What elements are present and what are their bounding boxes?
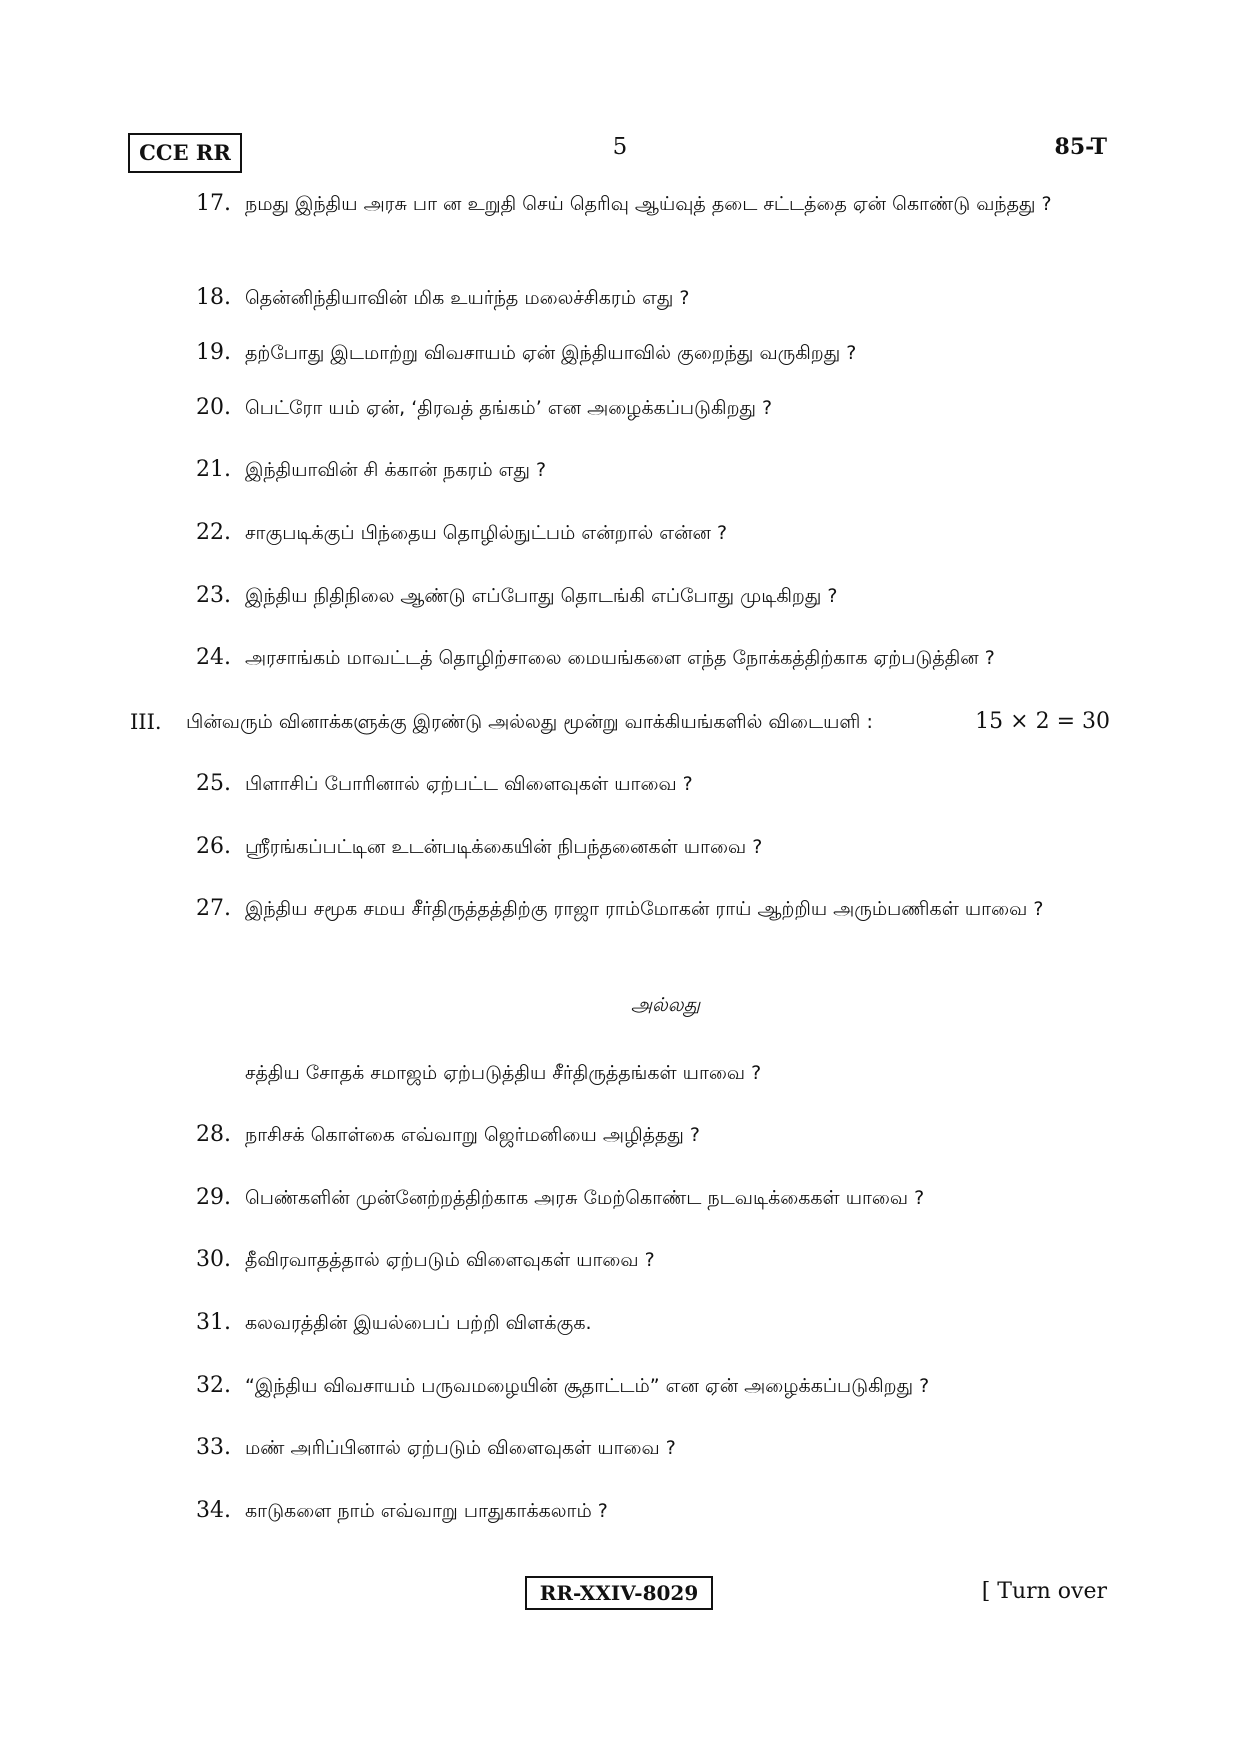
question-text: சாகுபடிக்குப் பிந்தைய தொழில்நுட்பம் என்றால் என்ன ?	[245, 522, 728, 544]
question-number: 23.	[196, 583, 231, 608]
question-text: தற்போது இடமாற்று விவசாயம் ஏன் இந்தியாவில் குறைந்து வருகிறது ?	[245, 342, 857, 364]
question-text: ஸ்ரீரங்கப்பட்டின உடன்படிக்கையின் நிபந்தனைகள் யாவை ?	[245, 836, 763, 858]
question-number: 30.	[196, 1247, 231, 1272]
question-number: 20.	[196, 395, 231, 420]
question-item	[185, 280, 1115, 316]
question-number: 17.	[196, 191, 231, 216]
question-item	[185, 1493, 1115, 1529]
question-number: 18.	[196, 285, 231, 310]
question-item	[185, 1242, 1115, 1278]
question-item	[185, 1368, 1115, 1404]
turn-over-label: [ Turn over	[981, 1579, 1107, 1604]
question-text: இந்திய சமூக சமய சீர்திருத்தத்திற்கு ராஜா ராம்மோகன் ராய் ஆற்றிய அரும்பணிகள் யாவை ?	[245, 898, 1044, 920]
question-number: 34.	[196, 1498, 231, 1523]
question-item	[185, 390, 1115, 426]
question-text: பெட்ரோ யம் ஏன், ‘திரவத் தங்கம்’ என அழைக்கப்படுகிறது ?	[245, 397, 773, 419]
question-text: நமது இந்திய அரசு பா ன உறுதி செய் தெரிவு ஆய்வுத் தடை சட்டத்தை ஏன் கொண்டு வந்தது ?	[245, 193, 1052, 215]
series-label: CCE RR	[128, 133, 242, 173]
question-number: 28.	[196, 1122, 231, 1147]
question-number: 21.	[196, 457, 231, 482]
question-text: “இந்திய விவசாயம் பருவமழையின் சூதாட்டம்” என ஏன் அழைக்கப்படுகிறது ?	[245, 1375, 930, 1397]
question-item	[185, 186, 1115, 222]
section-marks: 15 × 2 = 30	[975, 709, 1110, 734]
question-item	[185, 766, 1115, 802]
question-text: பிளாசிப் போரினால் ஏற்பட்ட விளைவுகள் யாவை ?	[245, 773, 693, 795]
or-label: அல்லது	[630, 994, 701, 1016]
alternative-question: சத்திய சோதக் சமாஜம் ஏற்படுத்திய சீர்திருத்தங்கள் யாவை ?	[245, 1062, 762, 1084]
question-item	[185, 829, 1115, 865]
page-number: 5	[612, 134, 628, 160]
booklet-code: RR-XXIV-8029	[525, 1576, 713, 1610]
question-item	[185, 1430, 1115, 1466]
question-item	[185, 1305, 1115, 1341]
question-number: 29.	[196, 1185, 231, 1210]
question-text: இந்திய நிதிநிலை ஆண்டு எப்போது தொடங்கி எப்போது முடிகிறது ?	[245, 585, 838, 607]
question-text: தென்னிந்தியாவின் மிக உயர்ந்த மலைச்சிகரம் எது ?	[245, 287, 690, 309]
question-text: தீவிரவாதத்தால் ஏற்படும் விளைவுகள் யாவை ?	[245, 1249, 655, 1271]
question-text: கலவரத்தின் இயல்பைப் பற்றி விளக்குக.	[245, 1312, 592, 1334]
question-number: 31.	[196, 1310, 231, 1335]
question-item	[185, 452, 1115, 488]
question-item	[185, 640, 1115, 676]
section-number: III.	[130, 710, 162, 734]
question-item	[185, 515, 1115, 551]
question-text: அரசாங்கம் மாவட்டத் தொழிற்சாலை மையங்களை எந்த நோக்கத்திற்காக ஏற்படுத்தின ?	[245, 647, 995, 669]
question-text: மண் அரிப்பினால் ஏற்படும் விளைவுகள் யாவை ?	[245, 1437, 676, 1459]
question-item	[185, 1180, 1115, 1216]
paper-code: 85-T	[1054, 134, 1107, 160]
question-number: 24.	[196, 645, 231, 670]
question-number: 32.	[196, 1373, 231, 1398]
question-number: 27.	[196, 896, 231, 921]
question-number: 26.	[196, 834, 231, 859]
question-text: காடுகளை நாம் எவ்வாறு பாதுகாக்கலாம் ?	[245, 1500, 608, 1522]
question-text: நாசிசக் கொள்கை எவ்வாறு ஜெர்மனியை அழித்தது ?	[245, 1124, 700, 1146]
question-number: 33.	[196, 1435, 231, 1460]
section-instruction: பின்வரும் வினாக்களுக்கு இரண்டு அல்லது மூன்று வாக்கியங்களில் விடையளி :	[186, 711, 873, 733]
question-item	[185, 891, 1115, 927]
question-item	[185, 335, 1115, 371]
question-number: 19.	[196, 340, 231, 365]
question-item	[185, 578, 1115, 614]
question-number: 22.	[196, 520, 231, 545]
question-text: இந்தியாவின் சி க்கான் நகரம் எது ?	[245, 459, 547, 481]
question-text: பெண்களின் முன்னேற்றத்திற்காக அரசு மேற்கொண்ட நடவடிக்கைகள் யாவை ?	[245, 1187, 925, 1209]
question-item	[185, 1117, 1115, 1153]
question-number: 25.	[196, 771, 231, 796]
